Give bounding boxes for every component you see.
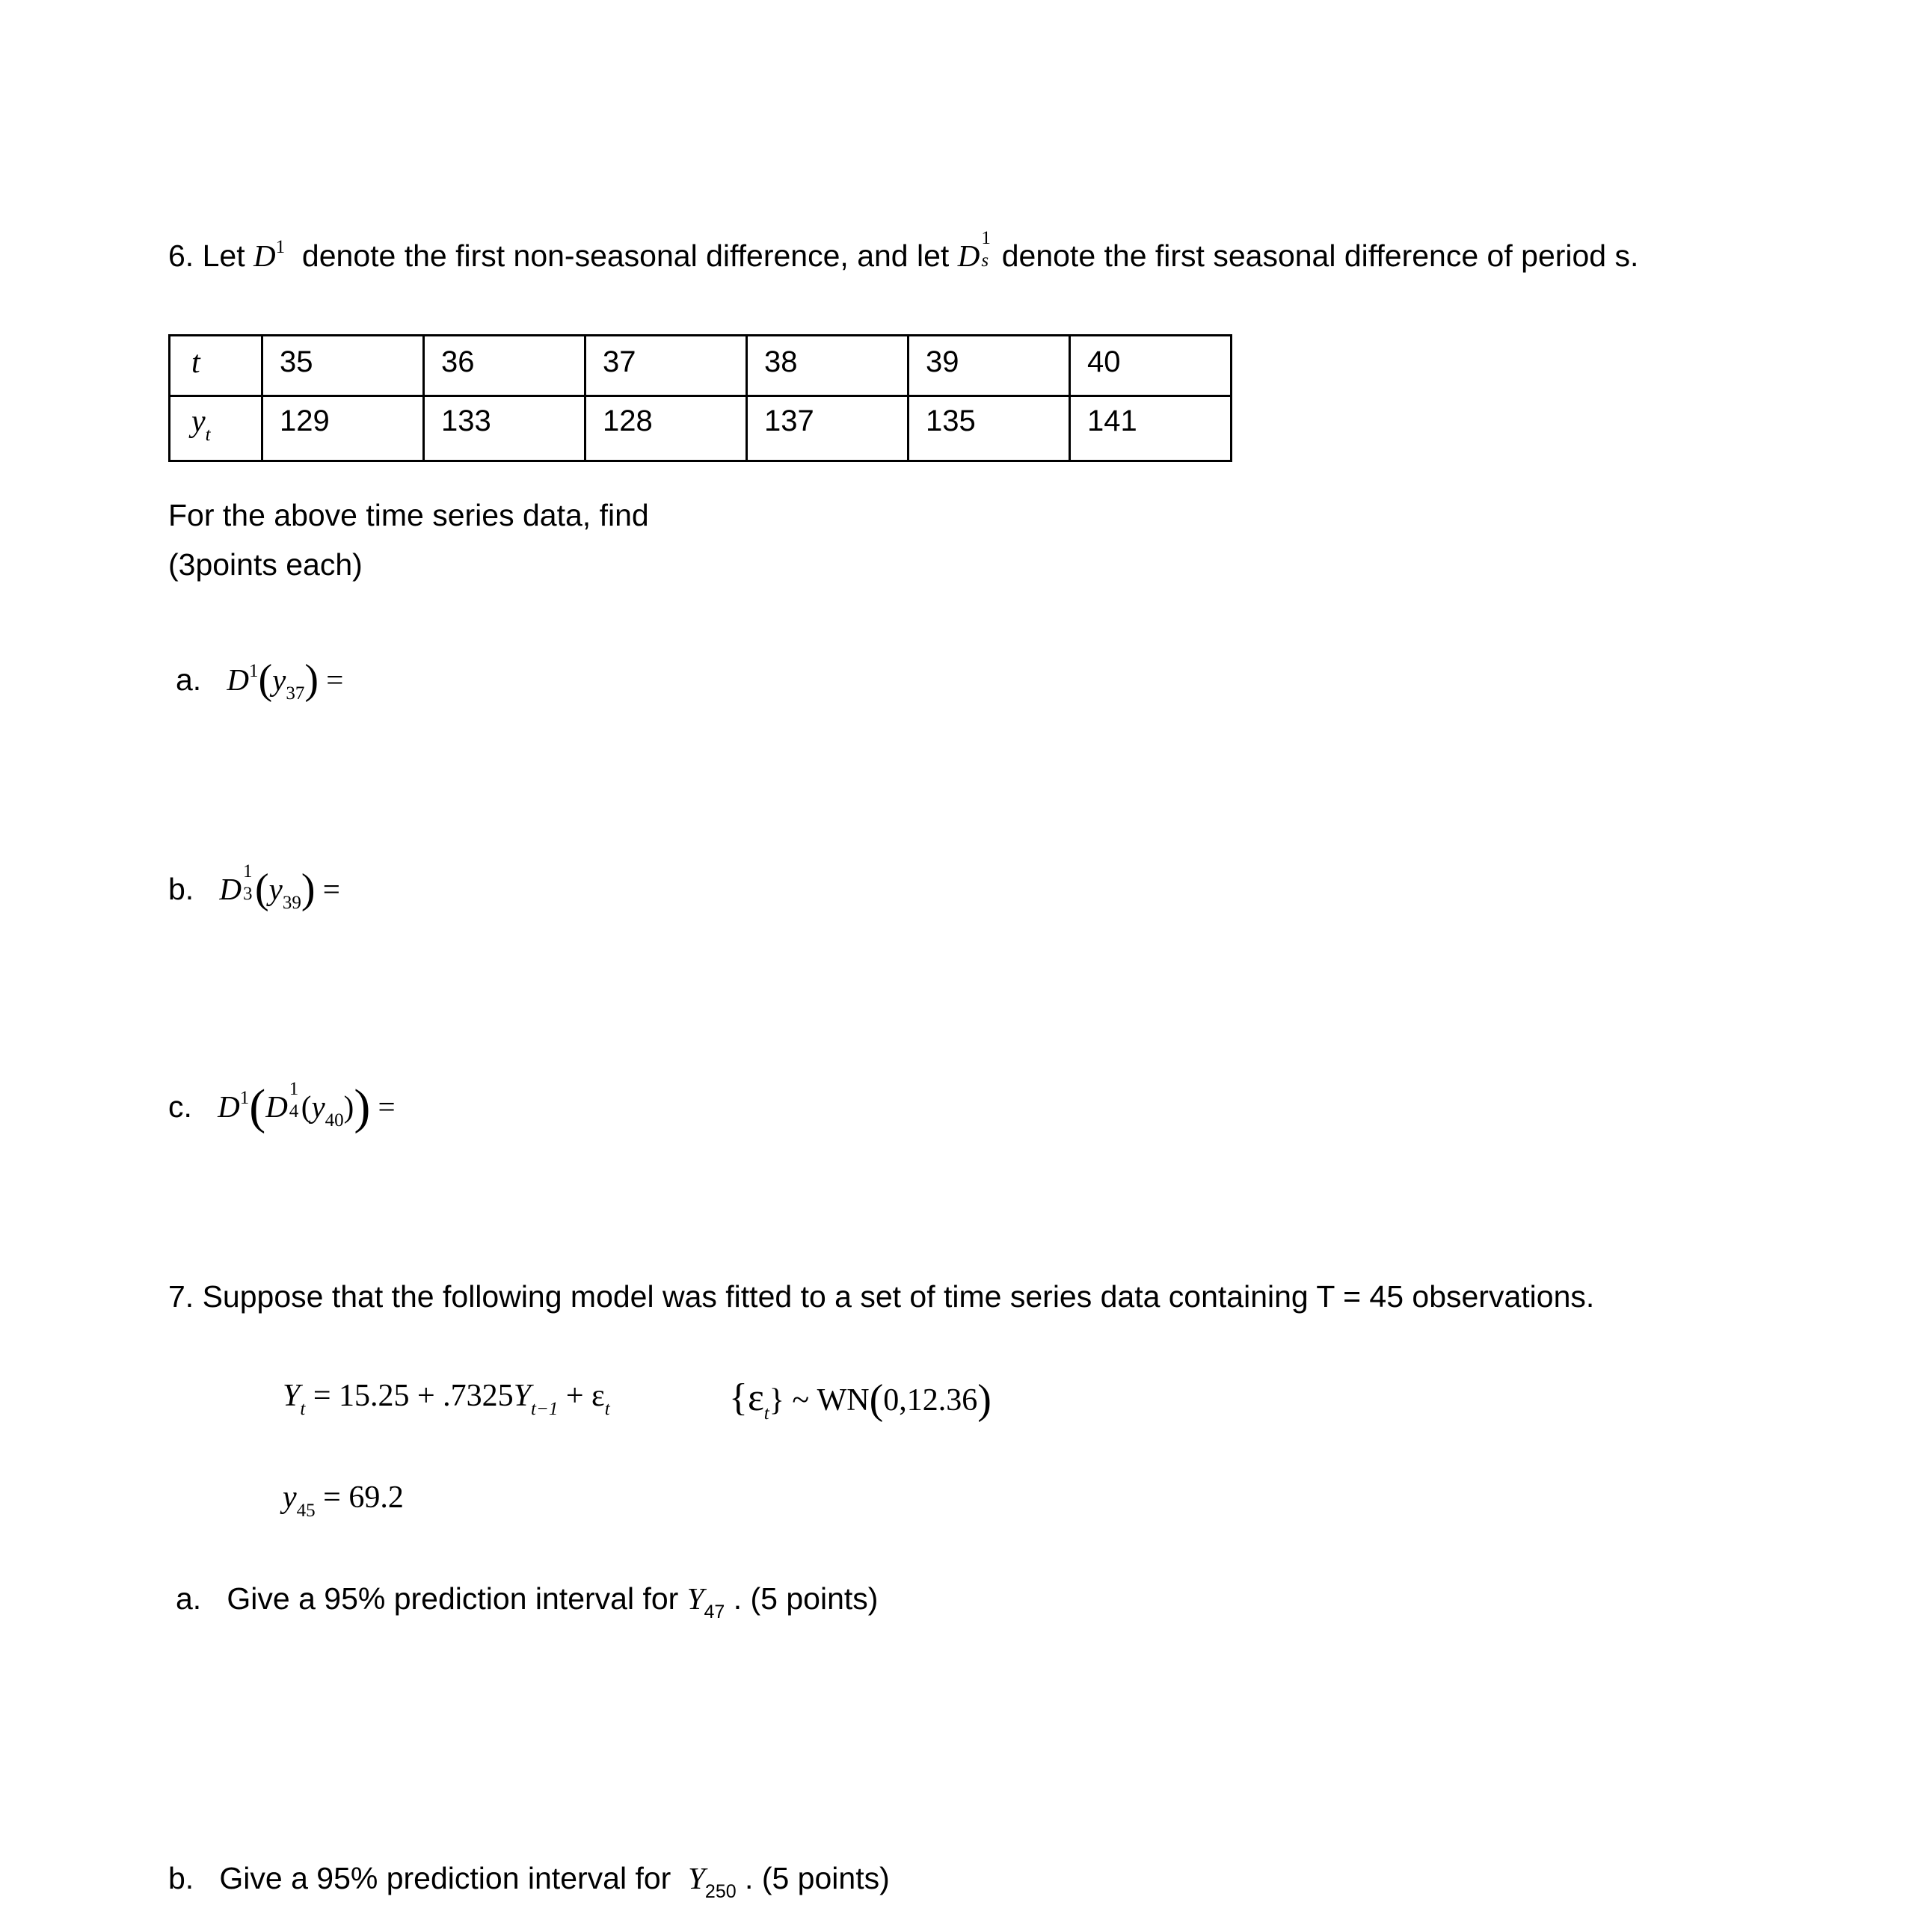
question-6-text bbox=[168, 228, 1639, 273]
part-a-label: a. bbox=[176, 662, 202, 697]
q6-mid: denote the first non-seasonal difference, and let bbox=[301, 239, 950, 273]
instructions-line-1: For the above time series data, find bbox=[168, 498, 649, 532]
instructions-line-2: (3points each) bbox=[168, 547, 363, 582]
t-cell: 38 bbox=[747, 336, 909, 396]
row-label-y: $y_t$ bbox=[170, 396, 262, 461]
ds-symbol: D bbox=[957, 239, 980, 273]
time-series-table bbox=[168, 334, 1232, 462]
y-cell: 128 bbox=[585, 396, 747, 461]
q7-part-a: a. Give a 95% prediction interval for $Y_{47}$ . (5 points) bbox=[176, 1581, 879, 1622]
part-a bbox=[176, 656, 344, 704]
t-cell: 35 bbox=[262, 336, 424, 396]
q6-suffix: denote the first seasonal difference of period s. bbox=[1001, 239, 1639, 273]
q6-prefix: 6. Let bbox=[168, 239, 245, 273]
y-cell: 141 bbox=[1070, 396, 1232, 461]
part-b bbox=[168, 861, 340, 913]
part-c bbox=[168, 1077, 396, 1134]
part-c-label: c. bbox=[168, 1089, 192, 1124]
t-cell: 40 bbox=[1070, 336, 1232, 396]
d-superscript: 1 bbox=[275, 237, 286, 257]
t-cell: 36 bbox=[424, 336, 585, 396]
table-row-t bbox=[170, 336, 1232, 396]
t-cell: 39 bbox=[909, 336, 1070, 396]
d-symbol: D bbox=[253, 239, 276, 273]
y-cell: 133 bbox=[424, 396, 585, 461]
ds-indices: 1 s bbox=[981, 228, 991, 271]
y-cell: 135 bbox=[909, 396, 1070, 461]
noise-spec: $\{\varepsilon_t\}$ ~ WN(0,12.36) bbox=[729, 1376, 992, 1424]
table-row-y bbox=[170, 396, 1232, 461]
row-label-t: t bbox=[170, 336, 262, 396]
q7-part-b: b. Give a 95% prediction interval for $Y_{250}$ . (5 points) bbox=[168, 1861, 890, 1902]
part-b-expression: D 1 3 $(y_{39})$ = bbox=[219, 861, 340, 913]
part-b-label: b. bbox=[168, 872, 194, 906]
model-equation: $Y_t = 15.25 + .7325Y_{t-1} + \varepsilon_t$ bbox=[283, 1379, 610, 1419]
part-a-expression: $D^1(y_{37})$ = bbox=[227, 656, 344, 704]
given-value: $y_{45} = 69.2$ bbox=[283, 1480, 404, 1521]
part-c-expression: $D^1(D$ 1 4 $(y_{40})$) = bbox=[218, 1079, 396, 1134]
t-cell: 37 bbox=[585, 336, 747, 396]
y-cell: 129 bbox=[262, 396, 424, 461]
y-cell: 137 bbox=[747, 396, 909, 461]
question-7-text: 7. Suppose that the following model was fitted to a set of time series data containing T = 45 observations. bbox=[168, 1279, 1595, 1314]
